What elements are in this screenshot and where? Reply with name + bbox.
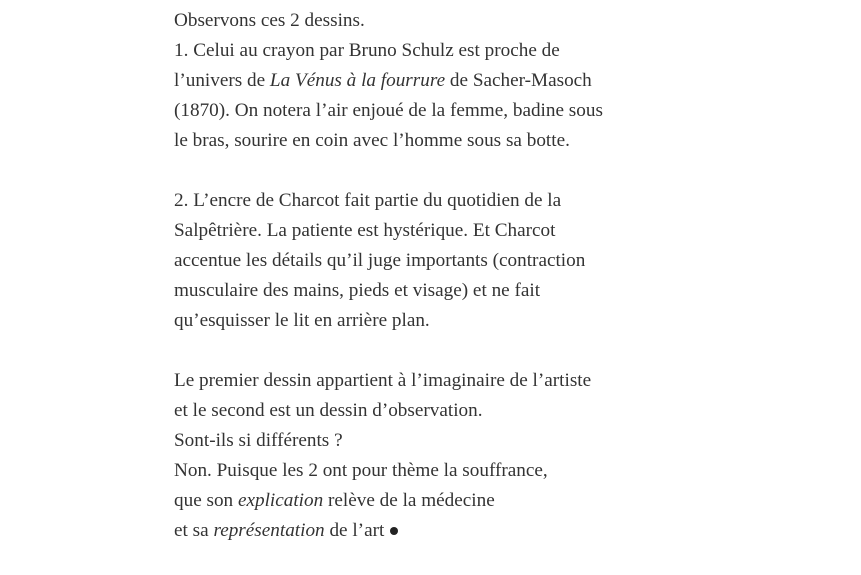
text-line: 2. L’encre de Charcot fait partie du quotidien de la <box>174 190 562 211</box>
text-line: le bras, sourire en coin avec l’homme sous sa botte. <box>174 130 570 151</box>
article-text <box>174 6 834 546</box>
text-line: 1. Celui au crayon par Bruno Schulz est proche de <box>174 40 560 61</box>
text-segment: relève de la médecine <box>323 490 495 511</box>
paragraph-spacer <box>174 336 834 366</box>
text-line <box>174 486 834 516</box>
text-line <box>174 516 834 546</box>
end-bullet-icon <box>390 527 398 535</box>
paragraph-intro <box>174 6 834 156</box>
text-segment: de l’art <box>324 520 385 541</box>
text-line: accentue les détails qu’il juge importants (contraction <box>174 250 586 271</box>
text-line: Le premier dessin appartient à l’imaginaire de l’artiste <box>174 370 592 391</box>
paragraph-charcot <box>174 186 834 336</box>
text-line: (1870). On notera l’air enjoué de la femme, badine sous <box>174 100 603 121</box>
text-line: et le second est un dessin d’observation. <box>174 400 483 421</box>
text-line: Observons ces 2 dessins. <box>174 10 365 31</box>
text-segment: que son <box>174 490 238 511</box>
text-line: musculaire des mains, pieds et visage) et ne fait <box>174 280 541 301</box>
text-segment: et sa <box>174 520 214 541</box>
emphasis: représentation <box>213 520 325 541</box>
paragraph-spacer <box>174 156 834 186</box>
text-line: Salpêtrière. La patiente est hystérique. Et Charcot <box>174 220 556 241</box>
text-segment: de Sacher-Masoch <box>445 70 592 91</box>
text-line <box>174 66 834 96</box>
text-segment: l’univers de <box>174 70 270 91</box>
text-line: Sont-ils si différents ? <box>174 430 343 451</box>
text-line: qu’esquisser le lit en arrière plan. <box>174 310 430 331</box>
book-title: La Vénus à la fourrure <box>269 70 446 91</box>
text-line: Non. Puisque les 2 ont pour thème la souffrance, <box>174 460 548 481</box>
emphasis: explication <box>237 490 324 511</box>
paragraph-conclusion <box>174 366 834 546</box>
